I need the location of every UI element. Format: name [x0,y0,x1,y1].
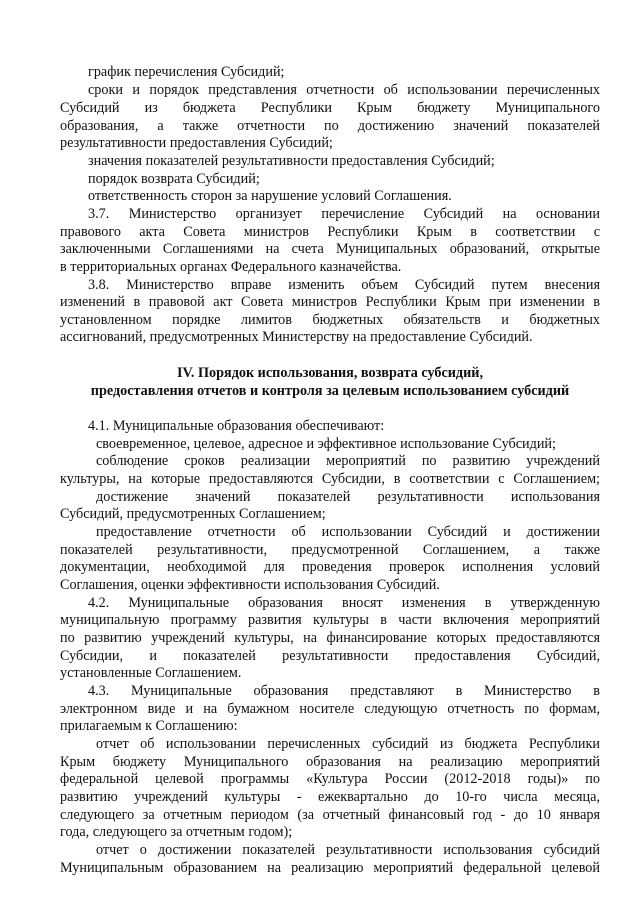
text-line: Субсидии, и показателей результативности предоставления Субсидий, [60,648,600,664]
text-line: культуры, на которые предоставляются Субсидии, в соответствии с Соглашением; [60,471,600,487]
text-line: достижение значений показателей результативности использования [96,489,600,505]
text-line: прилагаемым к Соглашению: [60,718,238,734]
text-line: 4.1. Муниципальные образования обеспечивают: [88,418,385,434]
text-line: развитию учреждений культуры - ежеквартально до 10-го числа месяца, [60,789,600,805]
text-line: федеральной целевой программы «Культура России (2012-2018 годы)» по [60,771,600,787]
text-line: значения показателей результативности предоставления Субсидий; [88,153,495,169]
text-line: муниципальную программу развития культуры в части включения мероприятий [60,612,600,628]
text-line: результативности предоставления Субсидий; [60,135,333,151]
text-line: 3.7. Министерство организует перечисление Субсидий на основании [88,206,600,222]
text-line: установленные Соглашением. [60,665,242,681]
text-line: показателей результативности, предусмотренной Соглашением, а также [60,542,600,558]
text-line: порядок возврата Субсидий; [88,171,260,187]
section-heading: IV. Порядок использования, возврата субсидий, [176,365,484,381]
text-line: своевременное, целевое, адресное и эффективное использование Субсидий; [96,436,556,452]
text-line: 4.2. Муниципальные образования вносят изменения в утвержденную [88,595,600,611]
text-line: в территориальных органах Федерального казначейства. [60,259,402,275]
text-line: по развитию учреждений культуры, на финансирование которых предоставляются [60,630,600,646]
text-line: документации, необходимой для проведения проверок исполнения условий [60,559,600,575]
text-line: Соглашения, оценки эффективности использования Субсидий. [60,577,440,593]
text-line: 4.3. Муниципальные образования представляют в Министерство в [88,683,600,699]
text-line: отчет об использовании перечисленных субсидий из бюджета Республики [96,736,600,752]
text-line: Крым бюджету Муниципального образования на реализацию мероприятий [60,754,600,770]
text-line: Муниципальным образованием на реализацию мероприятий федеральной целевой [60,860,600,876]
text-line: года, следующего за отчетным годом); [60,824,293,840]
text-line: ответственность сторон за нарушение условий Соглашения. [88,188,452,204]
text-line: ассигнований, предусмотренных Министерству на предоставление Субсидий. [60,329,533,345]
text-line: 3.8. Министерство вправе изменить объем Субсидий путем внесения [88,277,600,293]
text-line: образования, а также отчетности по достижению значений показателей [60,118,600,134]
section-heading: предоставления отчетов и контроля за целевым использованием субсидий [90,383,570,399]
text-line: предоставление отчетности об использовании Субсидий и достижении [96,524,600,540]
text-line: установленном порядке лимитов бюджетных обязательств и бюджетных [60,312,600,328]
text-line: электронном виде и на бумажном носителе следующую отчетность по формам, [60,701,600,717]
text-line: Субсидий из бюджета Республики Крым бюджету Муниципального [60,100,600,116]
text-line: заключенными Соглашениями на счета Муниципальных образований, открытые [60,241,600,257]
text-line: изменений в правовой акт Совета министров Республики Крым при изменении в [60,294,600,310]
text-line: соблюдение сроков реализации мероприятий по развитию учреждений [96,453,600,469]
text-line: график перечисления Субсидий; [88,64,285,80]
text-line: сроки и порядок представления отчетности об использовании перечисленных [88,82,600,98]
text-line: отчет о достижении показателей результативности использования субсидий [96,842,600,858]
text-line: следующего за отчетным периодом (за отчетный финансовый год - до 10 января [60,807,600,823]
text-line: Субсидий, предусмотренных Соглашением; [60,506,326,522]
text-line: правового акта Совета министров Республики Крым в соответствии с [60,224,600,240]
